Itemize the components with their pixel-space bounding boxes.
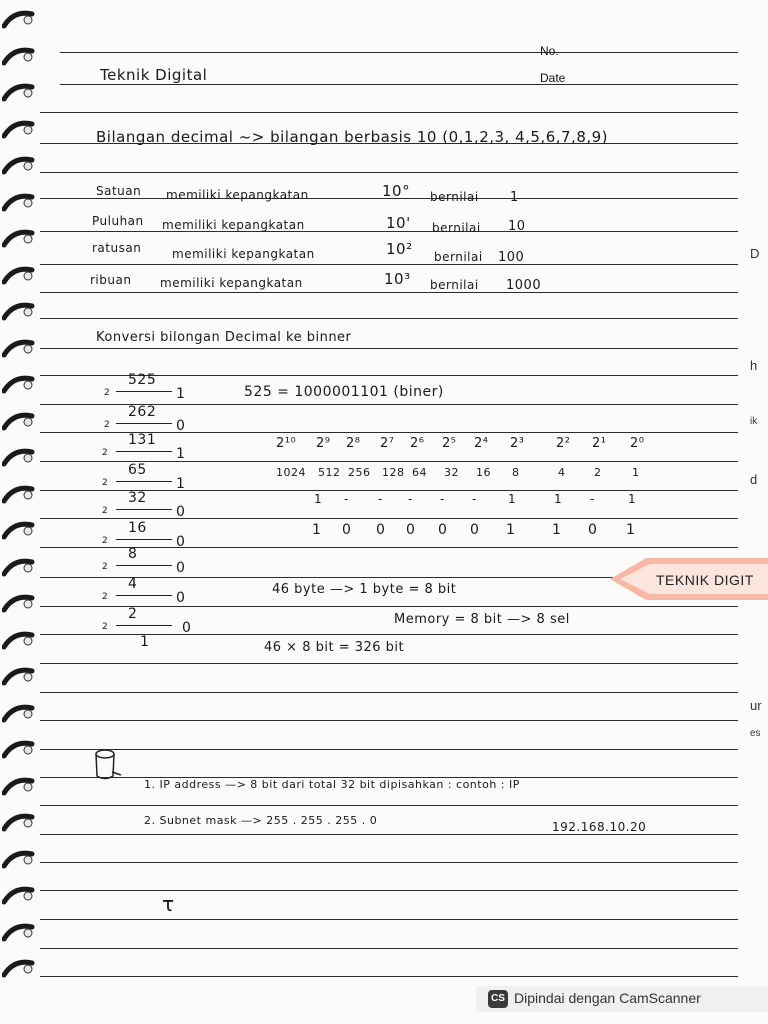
spiral-ring-icon	[2, 373, 36, 395]
power-bit: 1	[552, 522, 562, 538]
ruled-line	[40, 348, 738, 349]
division-quotient: 525	[128, 372, 157, 388]
conversion-title: Konversi bilongan Decimal ke binner	[96, 330, 352, 345]
ruled-line	[60, 84, 738, 85]
byte-note: 46 byte —> 1 byte = 8 bit	[272, 582, 457, 597]
spiral-ring-icon	[2, 811, 36, 833]
power-mark: 1	[628, 492, 637, 506]
ruled-line	[40, 890, 738, 891]
power-exponent: 2²	[556, 436, 571, 451]
ruled-line	[40, 976, 738, 977]
power-bit: 1	[312, 522, 322, 538]
division-quotient: 131	[128, 432, 157, 448]
power-bit: 0	[438, 522, 448, 538]
power-exponent: 2⁹	[316, 436, 331, 451]
spiral-ring-icon	[2, 884, 36, 906]
edge-letter: h	[750, 358, 758, 373]
no-label: No.	[540, 44, 559, 58]
division-quotient: 262	[128, 404, 157, 420]
division-remainder: 1	[176, 386, 186, 402]
division-remainder: 0	[176, 534, 186, 550]
division-line	[116, 539, 172, 540]
division-divisor: 2	[102, 448, 109, 458]
power-mark: -	[590, 492, 595, 506]
position-name: ratusan	[92, 241, 142, 255]
ruled-line	[40, 862, 738, 863]
position-power: 10°	[382, 182, 411, 200]
date-label: Date	[540, 71, 566, 85]
spiral-ring-icon	[2, 337, 36, 359]
position-value: 10	[508, 219, 526, 234]
power-exponent: 2⁸	[346, 436, 361, 451]
ruled-line	[40, 948, 738, 949]
ruled-line	[40, 547, 738, 548]
spiral-ring-icon	[2, 81, 36, 103]
power-value: 16	[476, 466, 491, 479]
division-divisor: 2	[104, 388, 111, 398]
division-quotient: 16	[128, 520, 147, 536]
ruled-line	[40, 805, 738, 806]
power-exponent: 2⁶	[410, 436, 425, 451]
example-ip: 192.168.10.20	[552, 820, 647, 834]
spiral-ring-icon	[2, 264, 36, 286]
spiral-ring-icon	[2, 921, 36, 943]
spiral-ring-icon	[2, 556, 36, 578]
power-value: 1024	[276, 466, 306, 479]
spiral-ring-icon	[2, 483, 36, 505]
position-text: memiliki kepangkatan	[172, 247, 315, 261]
division-line	[116, 481, 172, 482]
division-quotient: 4	[128, 576, 138, 592]
spiral-ring-icon	[2, 8, 36, 30]
edge-letter: D	[750, 246, 760, 261]
power-value: 256	[348, 466, 371, 479]
ruled-line	[40, 318, 738, 319]
power-mark: -	[472, 492, 477, 506]
power-mark: -	[408, 492, 413, 506]
subnet-mask-note: 2. Subnet mask —> 255 . 255 . 255 . 0	[144, 814, 378, 827]
division-divisor: 2	[102, 622, 109, 632]
power-value: 512	[318, 466, 341, 479]
ruled-line	[40, 720, 738, 721]
division-remainder: 0	[176, 418, 186, 434]
power-exponent: 2¹	[592, 436, 607, 451]
ip-address-note: 1. IP address —> 8 bit dari total 32 bit dipisahkan : contoh : IP	[144, 778, 520, 791]
division-quotient: 1	[140, 634, 150, 650]
spiral-ring-icon	[2, 519, 36, 541]
ruled-line	[40, 606, 738, 607]
division-divisor: 2	[102, 562, 109, 572]
position-value-text: bernilai	[430, 278, 479, 292]
spiral-ring-icon	[2, 300, 36, 322]
decimal-definition: Bilangan decimal ~> bilangan berbasis 10 (0,1,2,3, 4,5,6,7,8,9)	[96, 128, 609, 146]
power-exponent: 2⁷	[380, 436, 395, 451]
division-quotient: 32	[128, 490, 147, 506]
power-mark: -	[440, 492, 445, 506]
position-value: 1	[510, 190, 519, 205]
power-mark: -	[344, 492, 349, 506]
spiral-ring-icon	[2, 665, 36, 687]
division-divisor: 2	[102, 506, 109, 516]
position-value: 1000	[506, 278, 542, 293]
scanner-text: Dipindai dengan CamScanner	[514, 990, 701, 1006]
division-remainder: 0	[176, 590, 186, 606]
spiral-ring-icon	[2, 446, 36, 468]
power-bit: 0	[342, 522, 352, 538]
spiral-ring-icon	[2, 410, 36, 432]
power-bit: 0	[376, 522, 386, 538]
edge-letter: es	[750, 728, 761, 739]
division-remainder: 0	[176, 504, 186, 520]
power-bit: 1	[506, 522, 516, 538]
division-remainder: 1	[176, 446, 186, 462]
spiral-ring-icon	[2, 227, 36, 249]
power-mark: 1	[554, 492, 563, 506]
ruled-line	[60, 52, 738, 53]
position-power: 10'	[386, 214, 411, 232]
division-remainder: 1	[176, 476, 186, 492]
spiral-ring-icon	[2, 45, 36, 67]
power-bit: 0	[406, 522, 416, 538]
power-exponent: 2³	[510, 436, 525, 451]
division-divisor: 2	[102, 478, 109, 488]
division-remainder: 0	[176, 560, 186, 576]
spiral-ring-icon	[2, 154, 36, 176]
position-value: 100	[498, 250, 525, 265]
division-quotient: 8	[128, 546, 138, 562]
edge-letter: ik	[750, 416, 758, 427]
spiral-ring-icon	[2, 775, 36, 797]
tau-mark: τ	[162, 892, 175, 916]
ruled-line	[40, 692, 738, 693]
tab-label: TEKNIK DIGIT	[656, 572, 754, 588]
camscanner-logo-icon: CS	[488, 990, 508, 1008]
division-line	[116, 625, 172, 626]
spiral-ring-icon	[2, 957, 36, 979]
division-line	[116, 391, 172, 392]
position-power: 10²	[386, 240, 413, 258]
position-power: 10³	[384, 270, 411, 288]
division-quotient: 65	[128, 462, 147, 478]
ruled-line	[40, 919, 738, 920]
position-value-text: bernilai	[434, 250, 483, 264]
power-value: 2	[594, 466, 602, 479]
power-value: 32	[444, 466, 459, 479]
calc-note: 46 × 8 bit = 326 bit	[264, 640, 405, 655]
power-mark: 1	[508, 492, 517, 506]
position-name: Puluhan	[92, 214, 144, 228]
ruled-line	[40, 749, 738, 750]
power-value: 1	[632, 466, 640, 479]
division-line	[116, 595, 172, 596]
power-value: 128	[382, 466, 405, 479]
ruled-line	[40, 264, 738, 265]
division-divisor: 2	[104, 420, 111, 430]
power-bit: 1	[626, 522, 636, 538]
memory-note: Memory = 8 bit —> 8 sel	[394, 612, 570, 627]
spiral-ring-icon	[2, 191, 36, 213]
cup-doodle-icon	[92, 748, 122, 782]
position-name: Satuan	[96, 184, 142, 198]
division-remainder: 0	[182, 620, 192, 636]
spiral-ring-icon	[2, 592, 36, 614]
ruled-line	[40, 292, 738, 293]
power-exponent: 2⁴	[474, 436, 489, 451]
spiral-ring-icon	[2, 629, 36, 651]
power-bit: 0	[588, 522, 598, 538]
position-value-text: bernilai	[432, 221, 481, 235]
power-exponent: 2⁰	[630, 436, 645, 451]
division-line	[116, 565, 172, 566]
ruled-line	[40, 834, 738, 835]
spiral-ring-icon	[2, 738, 36, 760]
power-value: 8	[512, 466, 520, 479]
edge-letter: ur	[750, 698, 762, 713]
power-mark: 1	[314, 492, 323, 506]
position-text: memiliki kepangkatan	[166, 188, 309, 202]
ruled-line	[40, 112, 738, 113]
spiral-ring-icon	[2, 702, 36, 724]
division-line	[116, 423, 172, 424]
division-line	[116, 451, 172, 452]
power-exponent: 2⁵	[442, 436, 457, 451]
edge-letter: d	[750, 472, 758, 487]
position-name: ribuan	[90, 273, 132, 287]
position-text: memiliki kepangkatan	[162, 218, 305, 232]
division-line	[116, 509, 172, 510]
division-quotient: 2	[128, 606, 138, 622]
spiral-ring-icon	[2, 118, 36, 140]
power-bit: 0	[470, 522, 480, 538]
power-value: 64	[412, 466, 427, 479]
ruled-line	[40, 172, 738, 173]
power-mark: -	[378, 492, 383, 506]
binary-result: 525 = 1000001101 (biner)	[244, 384, 444, 400]
power-exponent: 2¹⁰	[276, 436, 297, 451]
ruled-line	[40, 663, 738, 664]
position-value-text: bernilai	[430, 190, 479, 204]
ruled-line	[40, 518, 738, 519]
subject-title: Teknik Digital	[100, 66, 208, 84]
spiral-ring-icon	[2, 848, 36, 870]
division-divisor: 2	[102, 536, 109, 546]
division-divisor: 2	[102, 592, 109, 602]
power-value: 4	[558, 466, 566, 479]
position-text: memiliki kepangkatan	[160, 276, 303, 290]
